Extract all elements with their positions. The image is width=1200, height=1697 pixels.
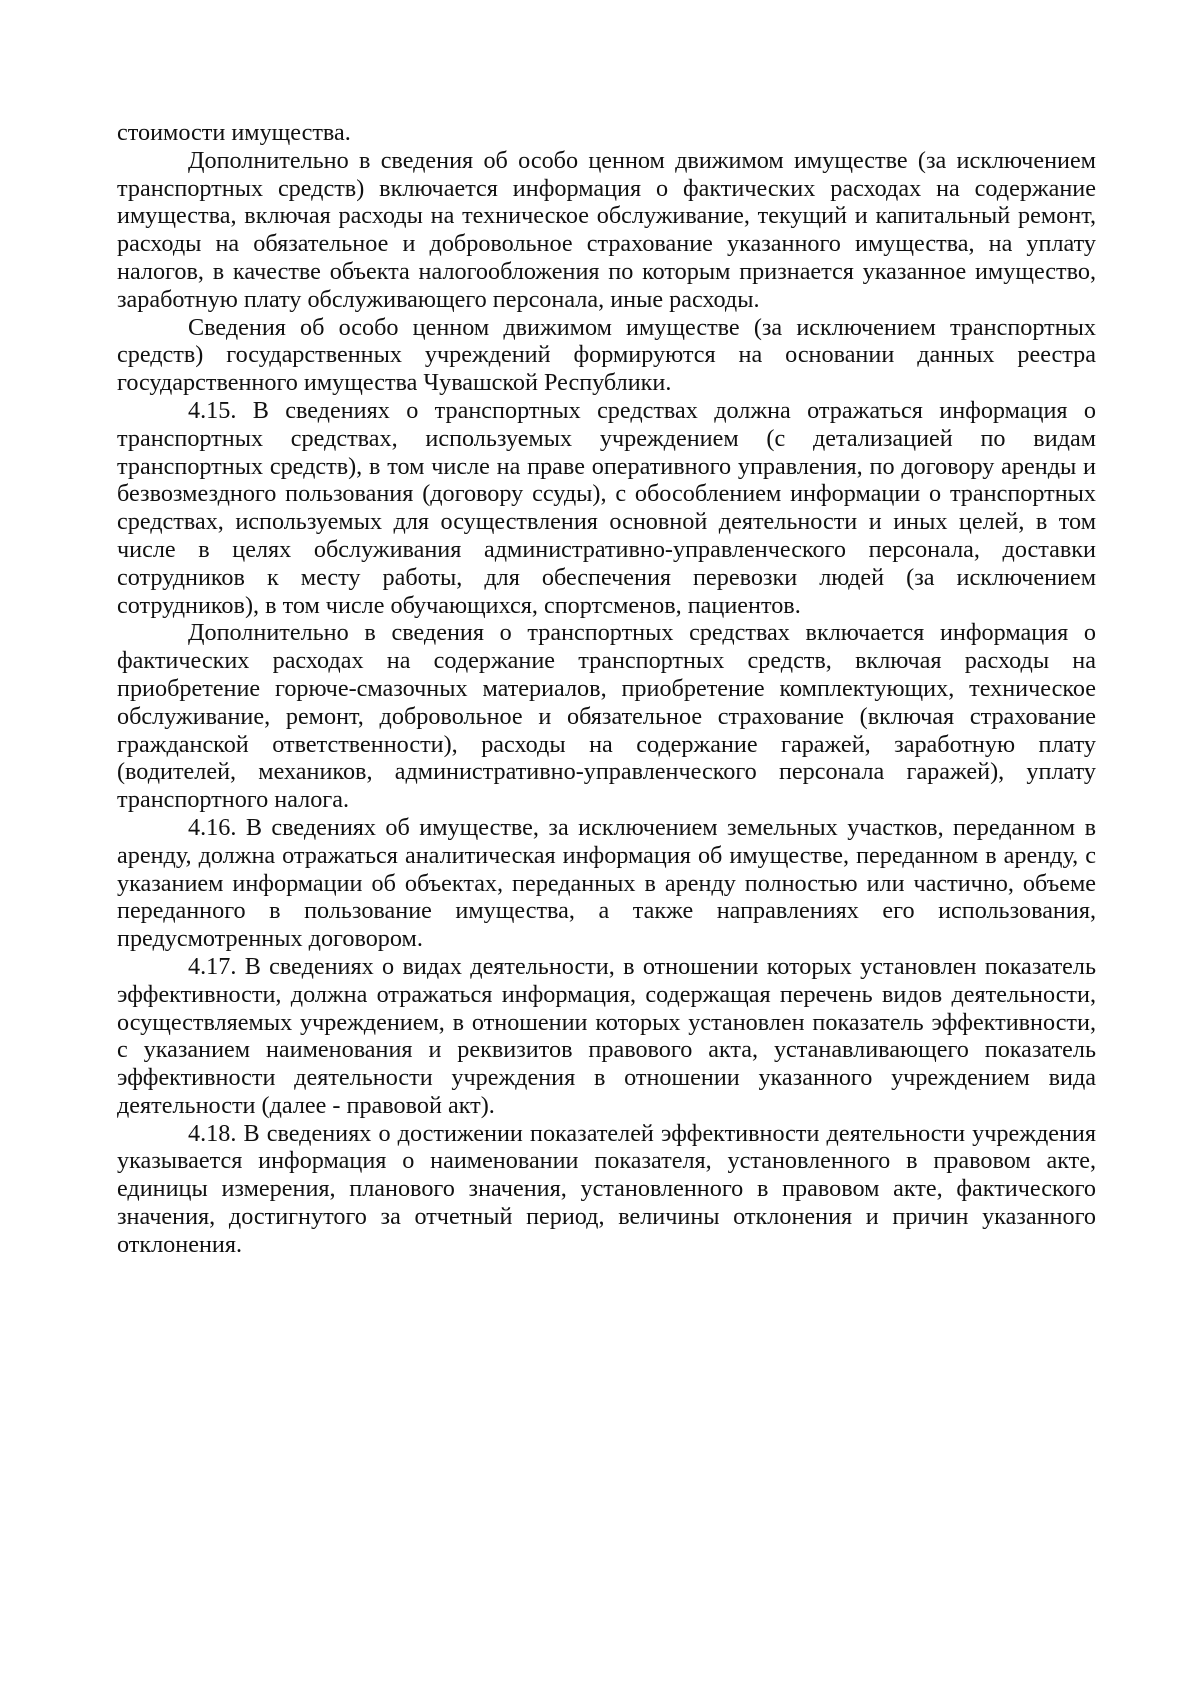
paragraph-continuation: стоимости имущества. xyxy=(117,119,351,146)
paragraph-4-18: 4.18. В сведениях о достижении показателей эффективности деятельности учреждения указывается информация о наименовании показателя, установленного в правовом акте, единицы измерения, планового значения, установленного в правовом акте, фактического значения, достигнутого за отчетный период, величины отклонения и причин указанного отклонения. xyxy=(117,1119,1096,1258)
document-page xyxy=(117,119,1096,1259)
paragraph-valuable-property-registry: Сведения об особо ценном движимом имуществе (за исключением транспортных средств) государственных учреждений формируются на основании данных реестра государственного имущества Чувашской Республики. xyxy=(117,313,1096,397)
paragraph-vehicle-expenses: Дополнительно в сведения о транспортных средствах включается информация о фактических расходах на содержание транспортных средств, включая расходы на приобретение горюче-смазочных материалов, приобретение комплектующих, техническое обслуживание, ремонт, добровольное и обязательное страхование (включая страхование гражданской ответственности), расходы на содержание гаражей, заработную плату (водителей, механиков, административно-управленческого персонала гаражей), уплату транспортного налога. xyxy=(117,619,1096,814)
paragraph-valuable-property-expenses: Дополнительно в сведения об особо ценном движимом имуществе (за исключением транспортных средств) включается информация о фактических расходах на содержание имущества, включая расходы на техническое обслуживание, текущий и капитальный ремонт, расходы на обязательное и добровольное страхование указанного имущества, на уплату налогов, в качестве объекта налогообложения по которым признается указанное имущество, заработную плату обслуживающего персонала, иные расходы. xyxy=(117,146,1096,313)
paragraph-4-15: 4.15. В сведениях о транспортных средствах должна отражаться информация о транспортных средствах, используемых учреждением (с детализацией по видам транспортных средств), в том числе на праве оперативного управления, по договору аренды и безвозмездного пользования (договору ссуды), с обособлением информации о транспортных средствах, используемых для осуществления основной деятельности и иных целей, в том числе в целях обслуживания административно-управленческого персонала, доставки сотрудников к месту работы, для обеспечения перевозки людей (за исключением сотрудников), в том числе обучающихся, спортсменов, пациентов. xyxy=(117,396,1096,619)
paragraph-4-17: 4.17. В сведениях о видах деятельности, в отношении которых установлен показатель эффективности, должна отражаться информация, содержащая перечень видов деятельности, осуществляемых учреждением, в отношении которых установлен показатель эффективности, с указанием наименования и реквизитов правового акта, устанавливающего показатель эффективности деятельности учреждения в отношении указанного учреждением вида деятельности (далее - правовой акт). xyxy=(117,952,1096,1119)
paragraph-4-16: 4.16. В сведениях об имуществе, за исключением земельных участков, переданном в аренду, должна отражаться аналитическая информация об имуществе, переданном в аренду, с указанием информации об объектах, переданных в аренду полностью или частично, объеме переданного в пользование имущества, а также направлениях его использования, предусмотренных договором. xyxy=(117,813,1096,953)
